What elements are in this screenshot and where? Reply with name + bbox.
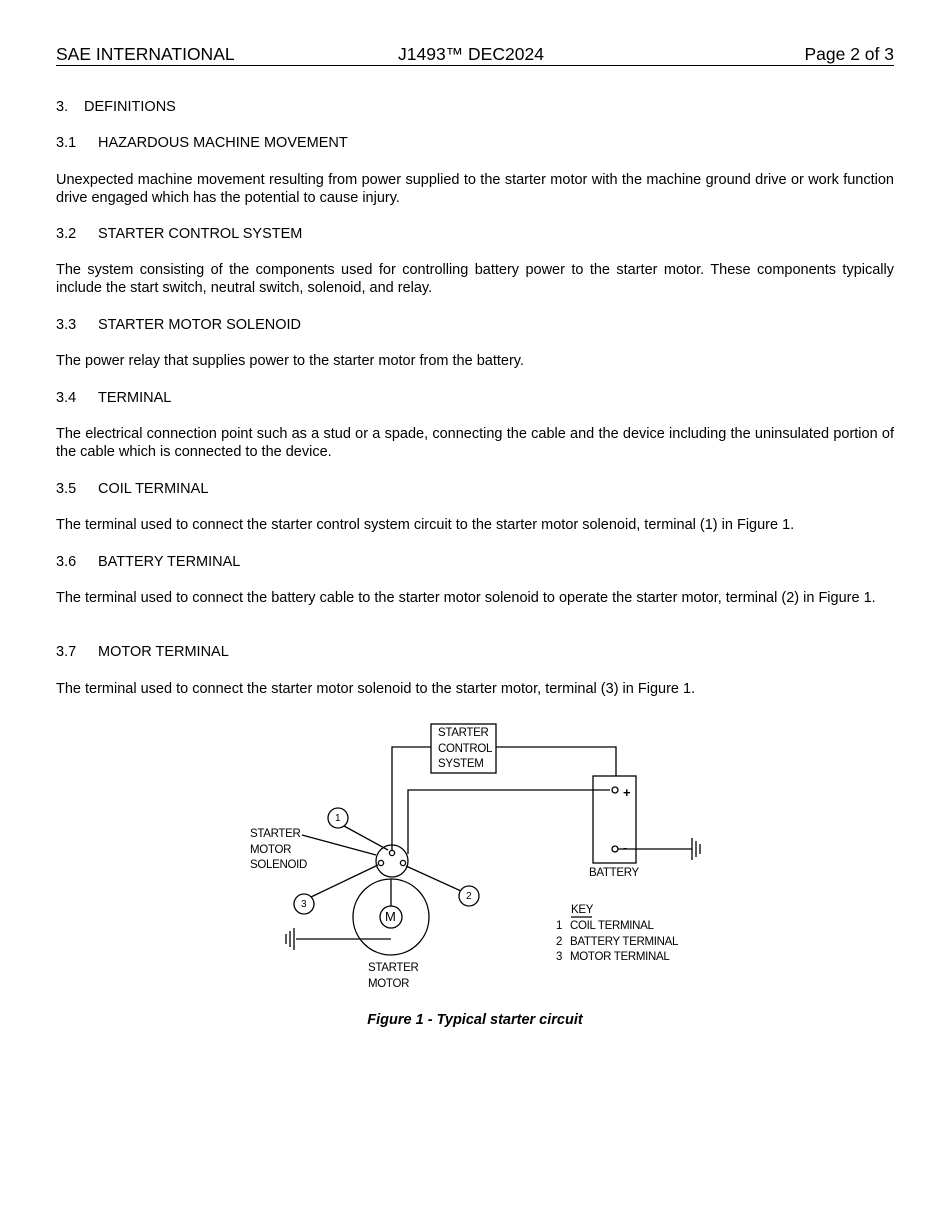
battery-minus-sign: - bbox=[623, 840, 628, 855]
definition-text-3-6: The terminal used to connect the battery cable to the starter motor solenoid to operate the starter motor, terminal (2) in Figure 1. bbox=[56, 590, 876, 606]
wire-battery-cable bbox=[408, 790, 610, 854]
motor-symbol: M bbox=[385, 909, 396, 924]
starter-motor-label bbox=[368, 961, 419, 992]
definition-heading-3-7 bbox=[56, 643, 894, 661]
definition-title: HAZARDOUS MACHINE MOVEMENT bbox=[98, 135, 348, 151]
solenoid-label-line: SOLENOID bbox=[250, 859, 308, 871]
definition-heading-3-1 bbox=[56, 134, 894, 152]
motor-label-line: STARTER bbox=[368, 962, 419, 974]
definition-text-3-3: The power relay that supplies power to the starter motor from the battery. bbox=[56, 353, 524, 369]
control-label-line: CONTROL bbox=[438, 742, 493, 755]
definition-heading-3-3 bbox=[56, 316, 894, 334]
definition-title: TERMINAL bbox=[98, 390, 172, 406]
solenoid-motor-terminal bbox=[378, 860, 383, 865]
definition-title: MOTOR TERMINAL bbox=[98, 644, 229, 660]
wire-control-to-coil bbox=[392, 747, 431, 854]
definition-number: 3.5 bbox=[56, 481, 77, 497]
solenoid-battery-terminal bbox=[400, 860, 405, 865]
key-item-label: MOTOR TERMINAL bbox=[570, 951, 670, 963]
definition-text-3-7: The terminal used to connect the starter motor solenoid to the starter motor, terminal (3) in Figure 1. bbox=[56, 681, 696, 697]
battery-positive-terminal bbox=[612, 787, 618, 793]
definition-number: 3.7 bbox=[56, 644, 77, 660]
definition-heading-3-4 bbox=[56, 389, 894, 407]
battery-negative-terminal bbox=[612, 846, 618, 852]
solenoid-label-line: STARTER bbox=[250, 828, 301, 840]
header-org: SAE INTERNATIONAL bbox=[56, 44, 235, 64]
header-doc-id: J1493™ DEC2024 bbox=[398, 44, 544, 64]
wire-control-to-battery bbox=[496, 747, 616, 776]
callout-3-number: 3 bbox=[301, 899, 307, 910]
section-heading bbox=[56, 98, 894, 116]
figure-caption: Figure 1 - Typical starter circuit bbox=[367, 1012, 583, 1028]
definition-number: 3.1 bbox=[56, 135, 77, 151]
battery-label: BATTERY bbox=[589, 867, 639, 879]
definition-title: BATTERY TERMINAL bbox=[98, 554, 241, 570]
definition-text-3-4: The electrical connection point such as a stud or a spade, connecting the cable and the device including the uninsulated portion of the cable which is connected to the device. bbox=[56, 426, 894, 460]
key-title: KEY bbox=[571, 904, 594, 916]
key-item-label: BATTERY TERMINAL bbox=[570, 935, 679, 948]
control-system-label bbox=[438, 726, 492, 773]
key-item bbox=[556, 950, 678, 966]
key-item bbox=[556, 919, 678, 935]
definition-title: STARTER CONTROL SYSTEM bbox=[98, 226, 303, 242]
definition-number: 3.2 bbox=[56, 226, 77, 242]
key-item-label: COIL TERMINAL bbox=[570, 920, 654, 932]
solenoid-label-line: MOTOR bbox=[250, 843, 292, 856]
definition-text-3-1: Unexpected machine movement resulting from power supplied to the starter motor with the machine ground drive or work function drive engaged which has the potential to cause injury. bbox=[56, 172, 894, 206]
motor-label-line: MOTOR bbox=[368, 977, 410, 990]
section-title: DEFINITIONS bbox=[84, 99, 176, 115]
starter-circuit-figure bbox=[240, 716, 720, 1000]
definition-text-3-5: The terminal used to connect the starter control system circuit to the starter motor solenoid, terminal (1) in Figure 1. bbox=[56, 517, 795, 533]
solenoid-coil-terminal bbox=[389, 850, 394, 855]
definition-heading-3-2 bbox=[56, 225, 894, 243]
control-label-line: SYSTEM bbox=[438, 758, 484, 770]
definition-heading-3-5 bbox=[56, 480, 894, 498]
battery-plus-sign: + bbox=[623, 785, 631, 800]
callout-2-number: 2 bbox=[466, 891, 472, 902]
definition-number: 3.6 bbox=[56, 554, 77, 570]
definition-title: STARTER MOTOR SOLENOID bbox=[98, 317, 302, 333]
definition-title: COIL TERMINAL bbox=[98, 481, 209, 497]
callout-1-leader bbox=[344, 826, 388, 850]
definition-heading-3-6 bbox=[56, 553, 894, 571]
header-page-number: Page 2 of 3 bbox=[804, 44, 894, 64]
key-item-number: 2 bbox=[556, 935, 563, 948]
definition-number: 3.4 bbox=[56, 390, 77, 406]
page-header bbox=[56, 43, 894, 66]
key-list bbox=[556, 919, 678, 966]
callout-3-leader bbox=[311, 865, 378, 897]
definition-number: 3.3 bbox=[56, 317, 77, 333]
section-number: 3. bbox=[56, 99, 69, 115]
key-item-number: 1 bbox=[556, 920, 563, 932]
callout-1-number: 1 bbox=[335, 813, 341, 824]
definition-text-3-2: The system consisting of the components used for controlling battery power to the starter motor. These components typically include the start switch, neutral switch, solenoid, and relay. bbox=[56, 262, 894, 296]
control-label-line: STARTER bbox=[438, 727, 489, 739]
solenoid-label bbox=[250, 827, 307, 874]
key-item bbox=[556, 935, 678, 951]
key-item-number: 3 bbox=[556, 951, 563, 963]
